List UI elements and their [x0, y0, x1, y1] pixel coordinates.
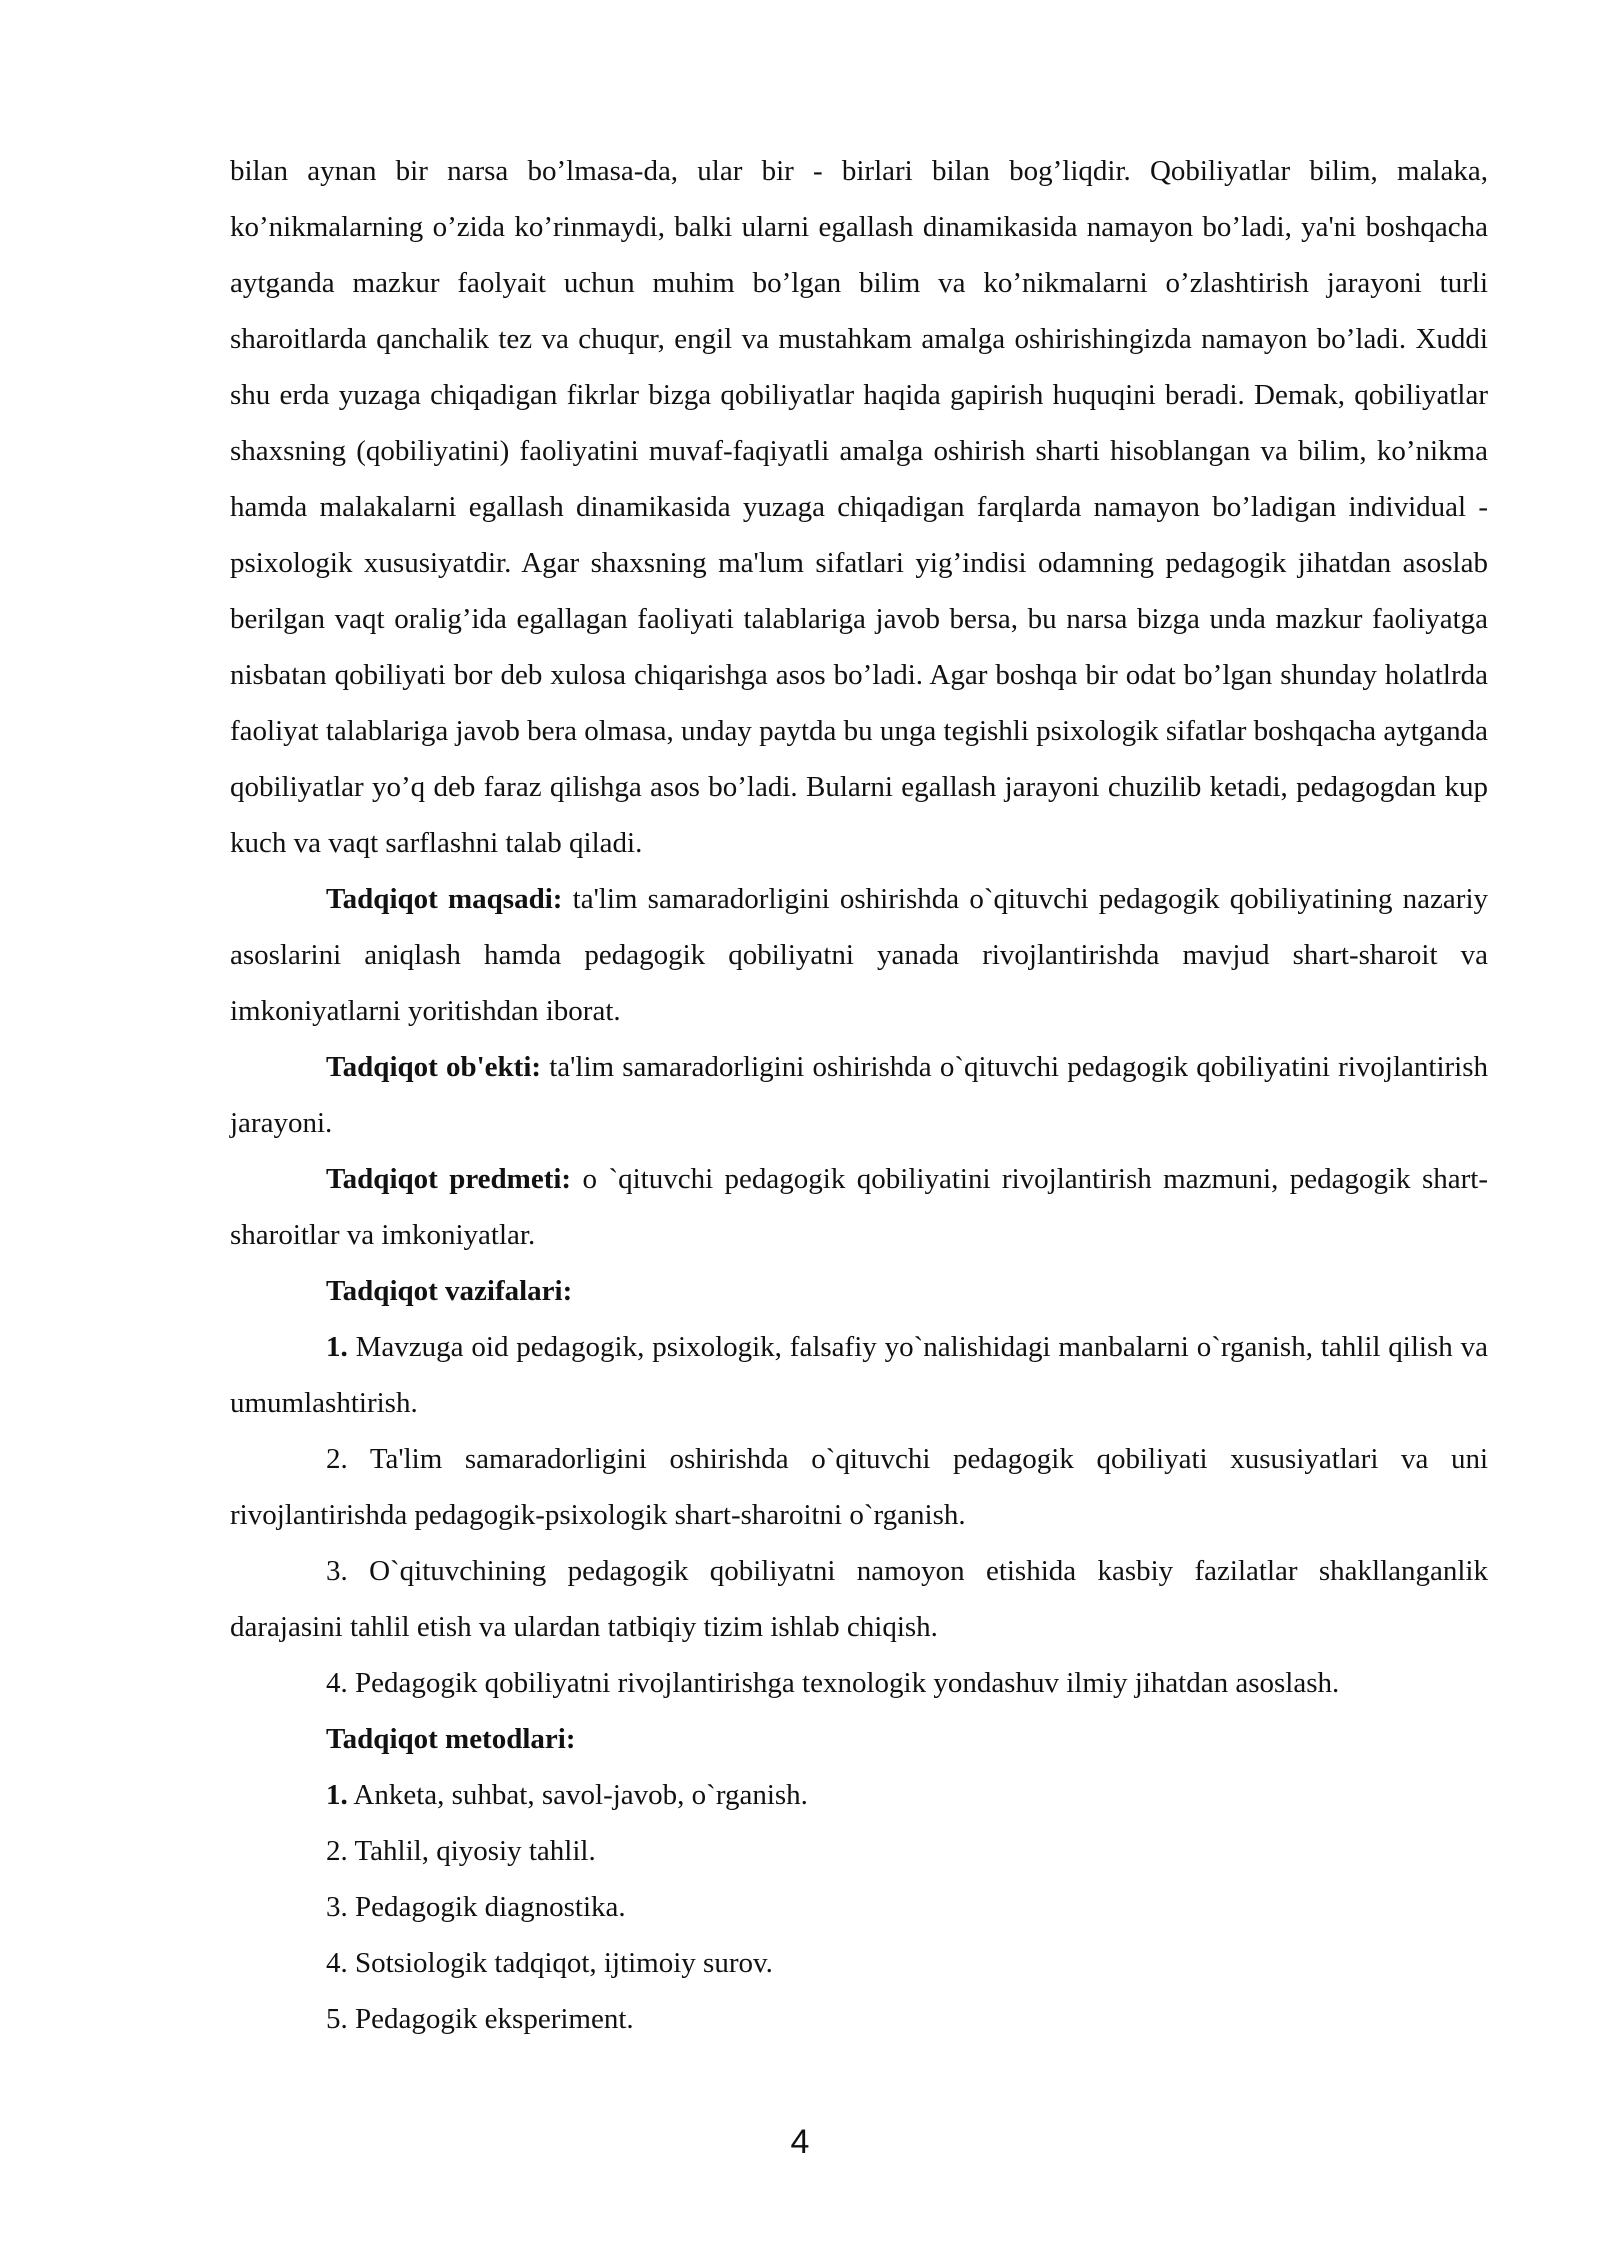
vazifa-item-3	[230, 1543, 1488, 1655]
metod-item-5-num: 5.	[326, 2003, 348, 2035]
metod-item-3-text: Pedagogik diagnostika.	[347, 1891, 626, 1923]
vazifa-item-3-text: O`qituvchining pedagogik qobiliyatni namoyon etishida kasbiy fazilatlar shakllanganlik darajasini tahlil etish va ulardan tatbiqiy tizim ishlab chiqish.	[230, 1555, 1488, 1643]
vazifa-item-4	[230, 1655, 1488, 1711]
vazifa-item-2	[230, 1431, 1488, 1543]
document-page	[230, 143, 1488, 2047]
metod-item-5	[230, 1991, 1488, 2047]
metodlar-heading-text: Tadqiqot metodlari:	[326, 1723, 576, 1755]
metod-item-1-text: Anketa, suhbat, savol-javob, o`rganish.	[347, 1779, 808, 1811]
vazifa-item-2-text: Ta'lim samaradorligini oshirishda o`qituvchi pedagogik qobiliyati xususiyatlari va uni rivojlantirishda pedagogik-psixologik shart-sharoitni o`rganish.	[230, 1443, 1488, 1531]
metod-item-1-num: 1.	[326, 1779, 348, 1811]
predmet-label: Tadqiqot predmeti:	[326, 1163, 572, 1195]
vazifalar-heading	[230, 1263, 1488, 1319]
obekt-label: Tadqiqot ob'ekti:	[326, 1051, 542, 1083]
metod-item-5-text: Pedagogik eksperiment.	[347, 2003, 634, 2035]
page-number: 4	[790, 2123, 810, 2161]
predmet-paragraph	[230, 1151, 1488, 1263]
predmet-text: o `qituvchi pedagogik qobiliyatini rivojlantirish mazmuni, pedagogik shart-sharoitlar va imkoniyatlar.	[230, 1163, 1488, 1251]
vazifa-item-3-num: 3.	[326, 1555, 348, 1587]
metod-item-3	[230, 1879, 1488, 1935]
maqsad-label: Tadqiqot maqsadi:	[326, 883, 563, 915]
metod-item-1	[230, 1767, 1488, 1823]
vazifa-item-1-text: Mavzuga oid pedagogik, psixologik, falsafiy yo`nalishidagi manbalarni o`rganish, tahlil qilish va umumlashtirish.	[230, 1331, 1488, 1419]
metodlar-heading	[230, 1711, 1488, 1767]
metod-item-2-num: 2.	[326, 1835, 348, 1867]
vazifa-item-2-num: 2.	[326, 1443, 348, 1475]
obekt-text: ta'lim samaradorligini oshirishda o`qituvchi pedagogik qobiliyatini rivojlantirish jarayoni.	[230, 1051, 1488, 1139]
metod-item-4-num: 4.	[326, 1947, 348, 1979]
obekt-paragraph	[230, 1039, 1488, 1151]
maqsad-paragraph	[230, 871, 1488, 1039]
intro-paragraph: bilan aynan bir narsa bo’lmasa-da, ular bir - birlari bilan bog’liqdir. Qobiliyatlar bilim, malaka, ko’nikmalarning o’zida ko’rinmaydi, balki ularni egallash dinamikasida namayon bo’ladi, ya'ni boshqacha aytganda mazkur faolyait uchun muhim bo’lgan bilim va ko’nikmalarni o’zlashtirish jarayoni turli sharoitlarda qanchalik tez va chuqur, engil va mustahkam amalga oshirishingizda namayon bo’ladi. Xuddi shu erda yuzaga chiqadigan fikrlar bizga qobiliyatlar haqida gapirish huquqini beradi. Demak, qobiliyatlar shaxsning (qobiliyatini) faoliyatini muvaf-faqiyatli amalga oshirish sharti hisoblangan va bilim, ko’nikma hamda malakalarni egallash dinamikasida yuzaga chiqadigan farqlarda namayon bo’ladigan individual - psixologik xususiyatdir. Agar shaxsning ma'lum sifatlari yig’indisi odamning pedagogik jihatdan asoslab berilgan vaqt oralig’ida egallagan faoliyati talablariga javob bersa, bu narsa bizga unda mazkur faoliyatga nisbatan qobiliyati bor deb xulosa chiqarishga asos bo’ladi. Agar boshqa bir odat bo’lgan shunday holatlrda faoliyat talablariga javob bera olmasa, unday paytda bu unga tegishli psixologik sifatlar boshqacha aytganda qobiliyatlar yo’q deb faraz qilishga asos bo’ladi. Bularni egallash jarayoni chuzilib ketadi, pedagogdan kup kuch va vaqt sarflashni talab qiladi.	[230, 155, 1488, 859]
vazifa-item-4-text: Pedagogik qobiliyatni rivojlantirishga texnologik yondashuv ilmiy jihatdan asoslash.	[347, 1667, 1340, 1699]
metod-item-2-text: Tahlil, qiyosiy tahlil.	[347, 1835, 596, 1867]
vazifalar-heading-text: Tadqiqot vazifalari:	[326, 1275, 573, 1307]
vazifa-item-1	[230, 1319, 1488, 1431]
metod-item-2	[230, 1823, 1488, 1879]
maqsad-text: ta'lim samaradorligini oshirishda o`qituvchi pedagogik qobiliyatining nazariy asoslarini aniqlash hamda pedagogik qobiliyatni yanada rivojlantirishda mavjud shart-sharoit va imkoniyatlarni yoritishdan iborat.	[230, 883, 1488, 1027]
vazifa-item-4-num: 4.	[326, 1667, 348, 1699]
vazifa-item-1-num: 1.	[326, 1331, 348, 1363]
metod-item-4-text: Sotsiologik tadqiqot, ijtimoiy surov.	[347, 1947, 773, 1979]
metod-item-4	[230, 1935, 1488, 1991]
metod-item-3-num: 3.	[326, 1891, 348, 1923]
